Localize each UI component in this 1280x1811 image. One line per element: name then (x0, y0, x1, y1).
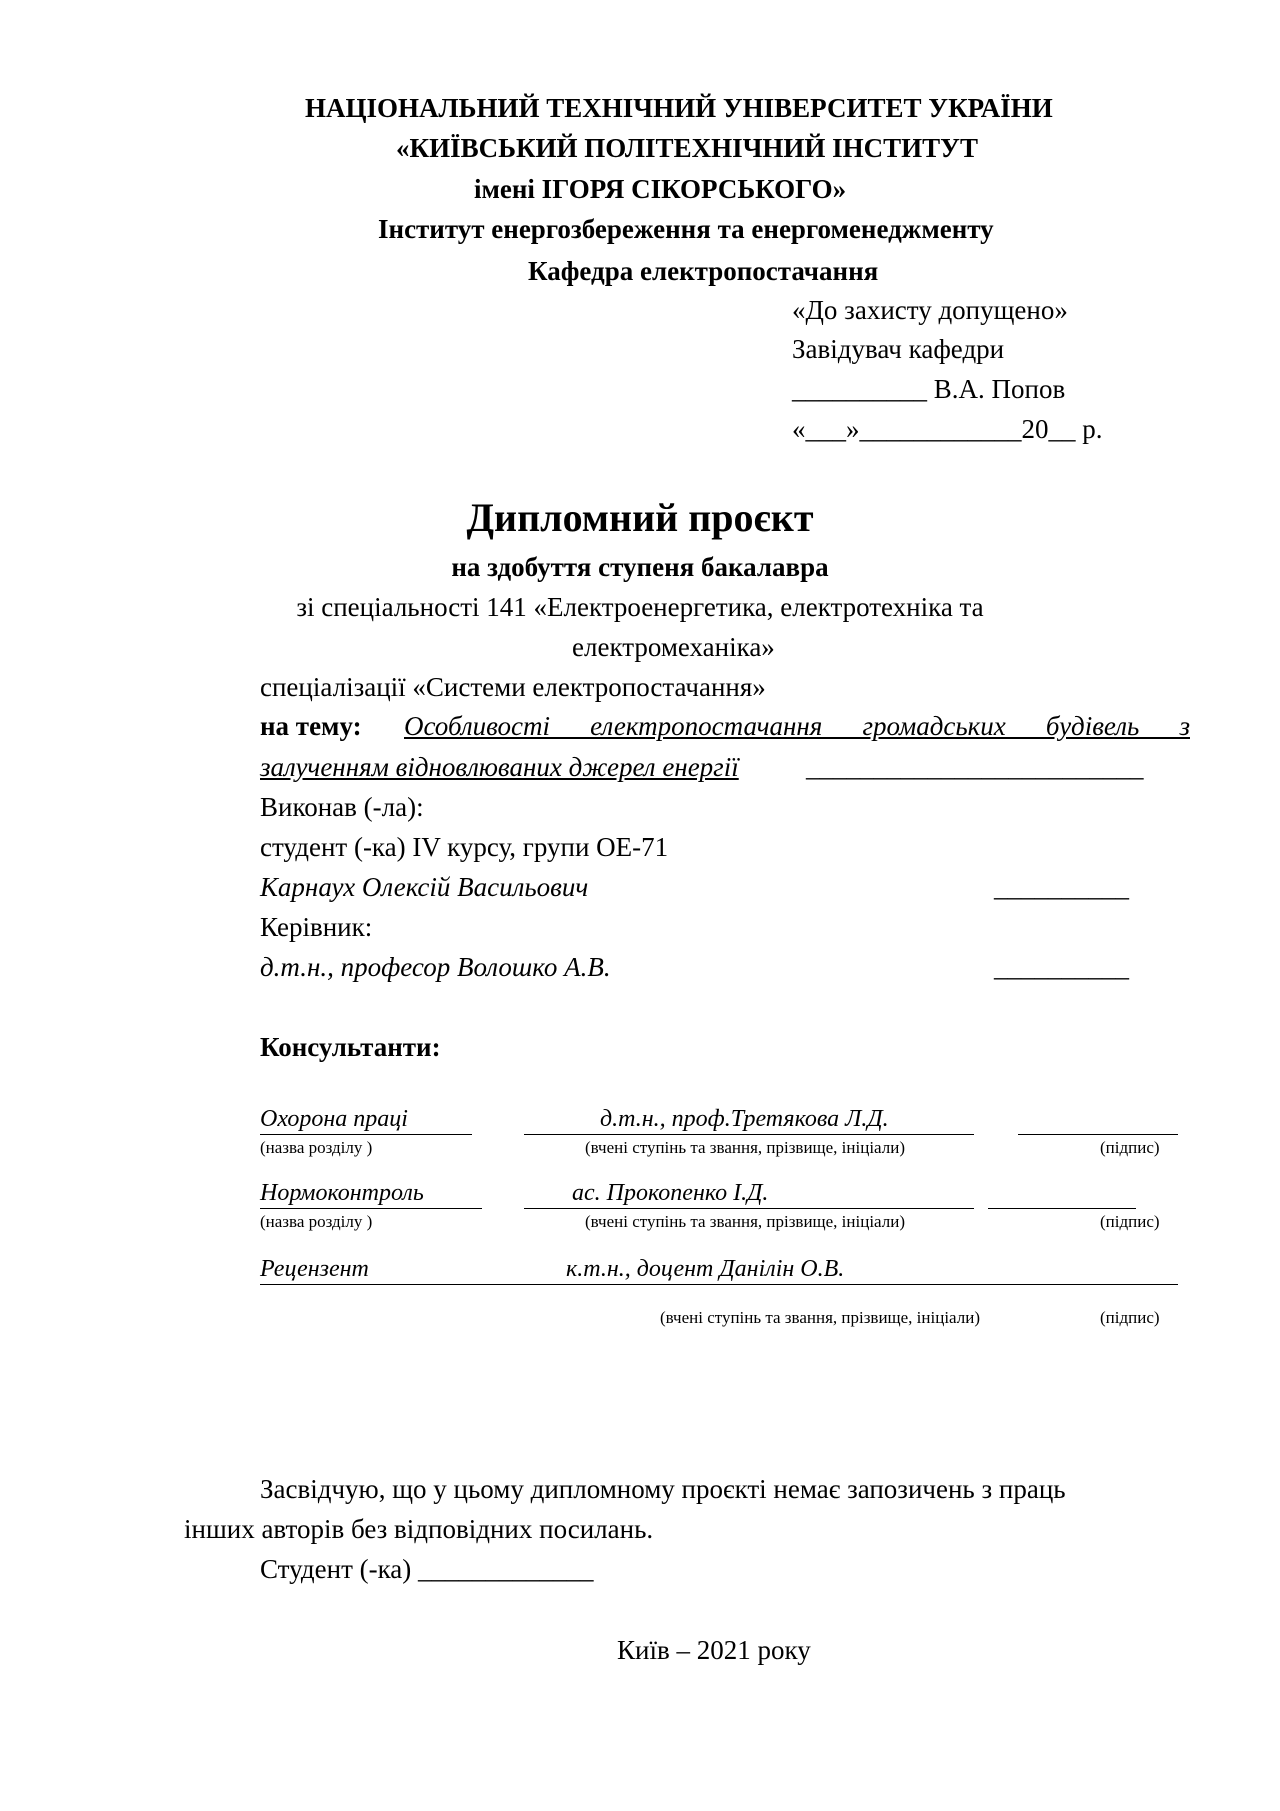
document-title: Дипломний проєкт (466, 495, 814, 540)
university-name: НАЦІОНАЛЬНИЙ ТЕХНІЧНИЙ УНІВЕРСИТЕТ УКРАЇНИ (305, 93, 1053, 123)
approval-title: «До захисту допущено» (792, 295, 1068, 325)
consultant-section-1: Охорона праці (260, 1106, 408, 1132)
consultant-person-caption-2: (вчені ступінь та звання, прізвище, ініціали) (585, 1212, 905, 1231)
topic-line-2: залученням відновлюваних джерел енергії (260, 752, 739, 782)
consultant-section-caption-1: (назва розділу ) (260, 1138, 373, 1157)
consultant-sign-caption-1: (підпис) (1100, 1138, 1160, 1157)
city-year: Київ – 2021 року (617, 1635, 811, 1665)
approval-head: Завідувач кафедри (792, 334, 1005, 364)
consultant-section-3: Рецензент (260, 1256, 369, 1282)
consultant-section-caption-2: (назва розділу ) (260, 1212, 373, 1231)
consultant-person-caption-3: (вчені ступінь та звання, прізвище, ініціали) (660, 1308, 980, 1327)
consultant-section-2: Нормоконтроль (260, 1180, 424, 1206)
degree-line: на здобуття ступеня бакалавра (451, 552, 829, 582)
supervisor-name: д.т.н., професор Волошко А.В. (260, 952, 611, 982)
institute-subdivision: Інститут енергозбереження та енергоменеджменту (378, 214, 994, 244)
specialty-line-1: зі спеціальності 141 «Електроенергетика, електротехніка та (296, 592, 984, 622)
student-signature: Студент (-ка) _____________ (260, 1554, 594, 1584)
performer-signature-line: __________ (994, 872, 1129, 902)
institute-name: «КИЇВСЬКИЙ ПОЛІТЕХНІЧНИЙ ІНСТИТУТ (396, 133, 979, 163)
consultant-person-1: д.т.н., проф.Третякова Л.Д. (600, 1106, 889, 1132)
performer-group: студент (-ка) IV курсу, групи ОЕ-71 (260, 832, 669, 862)
consultant-person-caption-1: (вчені ступінь та звання, прізвище, ініціали) (585, 1138, 905, 1157)
certification-line-2: інших авторів без відповідних посилань. (184, 1514, 654, 1544)
performer-label: Виконав (-ла): (260, 792, 424, 822)
consultant-sign-caption-2: (підпис) (1100, 1212, 1160, 1231)
consultant-person-2: ас. Прокопенко І.Д. (572, 1180, 769, 1206)
institute-named-after: імені ІГОРЯ СІКОРСЬКОГО» (474, 174, 847, 204)
specialty-line-2: електромеханіка» (572, 632, 775, 662)
approval-date: «___»____________20__ р. (792, 414, 1103, 444)
topic-underline-tail: _________________________ (806, 752, 1144, 782)
approval-signature: __________ В.А. Попов (792, 374, 1066, 404)
specialization-line: спеціалізації «Системи електропостачання» (260, 672, 766, 702)
certification-line-1: Засвідчую, що у цьому дипломному проєкті немає запозичень з праць (260, 1474, 1066, 1504)
topic-label: на тему: (260, 711, 362, 741)
consultant-person-3: к.т.н., доцент Данілін О.В. (566, 1256, 845, 1282)
performer-name: Карнаух Олексій Васильович (260, 872, 589, 902)
consultant-sign-caption-3: (підпис) (1100, 1308, 1160, 1327)
consultants-heading: Консультанти: (260, 1032, 441, 1062)
supervisor-label: Керівник: (260, 912, 373, 942)
department-name: Кафедра електропостачання (528, 256, 879, 286)
topic-line-1: Особливості електропостачання громадських будівель з (404, 711, 1190, 741)
supervisor-signature-line: __________ (994, 952, 1129, 982)
